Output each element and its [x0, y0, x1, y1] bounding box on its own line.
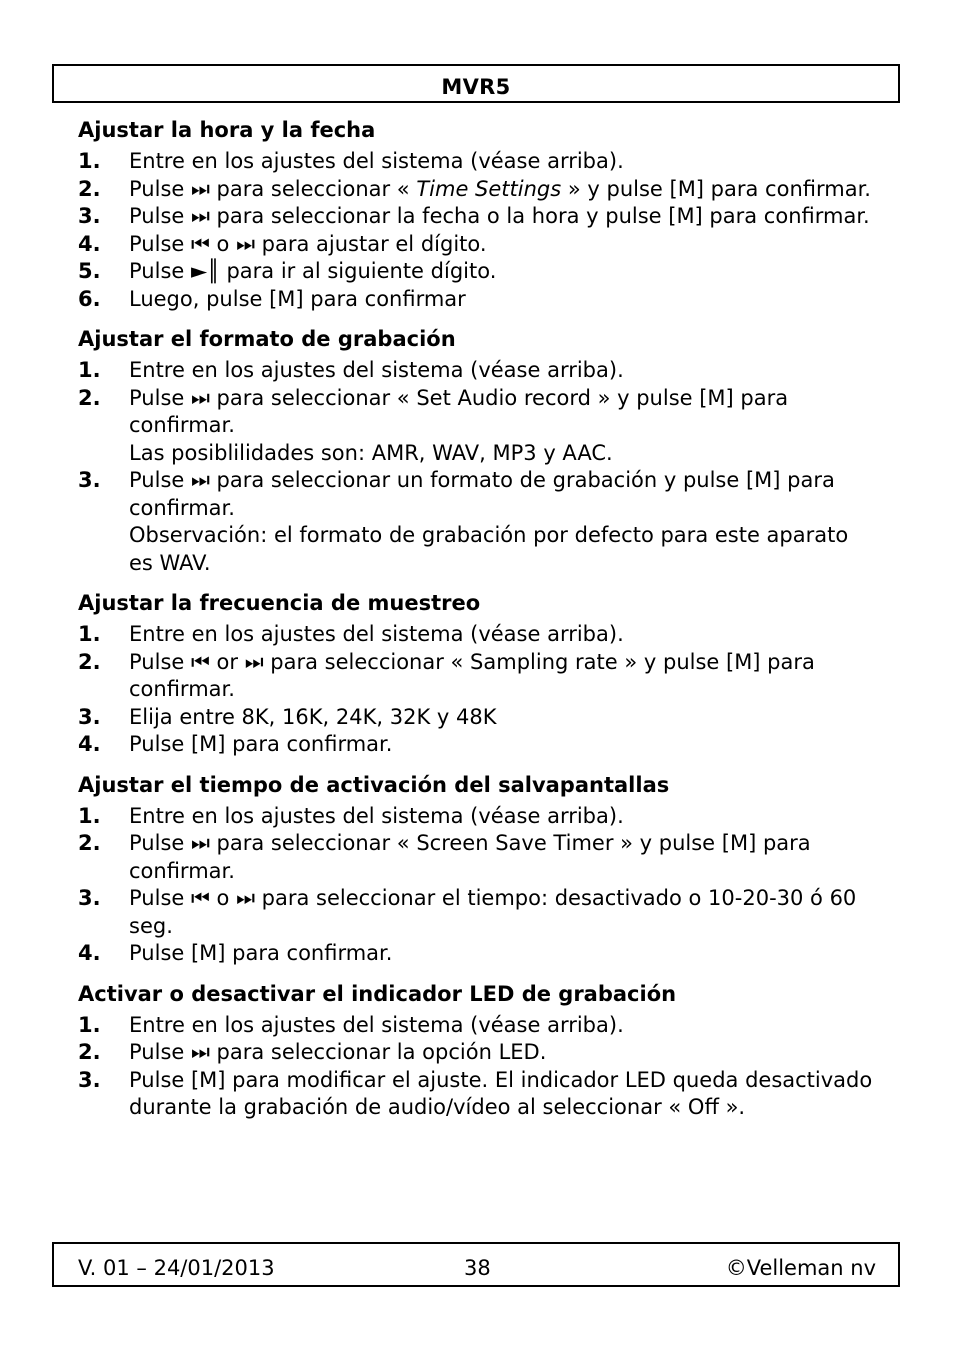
step-text: Pulse ⏭ para seleccionar « Set Audio record » y pulse [M] para confirmar. — [129, 385, 789, 437]
section-heading: Ajustar el tiempo de activación del salvapantallas — [78, 772, 670, 797]
list-item — [78, 885, 878, 940]
step-text: Luego, pulse [M] para confirmar — [129, 286, 466, 311]
steps-list — [78, 357, 878, 577]
step-text: Entre en los ajustes del sistema (véase arriba). — [129, 149, 624, 173]
step-number: 4. — [78, 732, 101, 756]
step-text: Pulse [M] para modificar el ajuste. El indicador LED queda desactivado durante la grabación de audio/vídeo al seleccionar « Off ». — [129, 1067, 873, 1119]
list-item — [78, 621, 878, 649]
steps-list — [78, 1012, 878, 1122]
step-number: 4. — [78, 941, 101, 965]
section-recording-format — [78, 326, 878, 577]
step-number: 4. — [78, 231, 101, 256]
section-heading: Ajustar la hora y la fecha — [78, 118, 376, 142]
step-number: 2. — [78, 649, 101, 674]
list-item — [78, 148, 878, 176]
step-text-part: Pulse ⏭ para seleccionar « — [129, 176, 417, 201]
step-text: Entre en los ajustes del sistema (véase arriba). — [129, 1012, 624, 1037]
step-text: Pulse ⏭ para seleccionar la fecha o la hora y pulse [M] para confirmar. — [129, 204, 870, 228]
list-item — [78, 385, 878, 468]
list-item — [78, 357, 878, 385]
step-number: 1. — [78, 803, 101, 828]
steps-list — [78, 148, 878, 313]
step-number: 1. — [78, 149, 101, 173]
list-item — [78, 176, 878, 204]
document-title: MVR5 — [441, 75, 511, 99]
step-text — [129, 177, 871, 201]
page-footer — [52, 1242, 900, 1287]
list-item — [78, 830, 878, 885]
step-text: Pulse ►║ para ir al siguiente dígito. — [129, 259, 497, 283]
step-text-emphasis: Time Settings — [416, 176, 562, 201]
list-item — [78, 467, 878, 577]
footer-copyright: ©Velleman nv — [725, 1256, 876, 1280]
step-text: Entre en los ajustes del sistema (véase arriba). — [129, 622, 624, 646]
step-text: Pulse [M] para confirmar. — [129, 941, 393, 965]
step-number: 3. — [78, 1067, 101, 1092]
list-item — [78, 203, 878, 231]
list-item — [78, 704, 878, 732]
step-number: 6. — [78, 286, 101, 311]
step-text: Pulse ⏭ para seleccionar « Screen Save Timer » y pulse [M] para confirmar. — [129, 831, 811, 883]
footer-version: V. 01 – 24/01/2013 — [78, 1256, 275, 1280]
list-item — [78, 649, 878, 704]
list-item — [78, 1039, 878, 1067]
list-item — [78, 231, 878, 259]
page-number: 38 — [464, 1256, 491, 1280]
step-text: Pulse ⏮ o ⏭ para ajustar el dígito. — [129, 231, 487, 256]
step-text: Elija entre 8K, 16K, 24K, 32K y 48K — [129, 704, 497, 729]
step-number: 2. — [78, 176, 101, 201]
step-number: 1. — [78, 622, 101, 646]
list-item — [78, 286, 878, 314]
step-text: Pulse ⏭ para seleccionar un formato de grabación y pulse [M] para confirmar. — [129, 468, 835, 520]
step-number: 5. — [78, 259, 101, 283]
step-number: 3. — [78, 704, 101, 729]
list-item — [78, 940, 878, 968]
section-sampling-rate — [78, 590, 878, 759]
list-item — [78, 258, 878, 286]
steps-list — [78, 803, 878, 968]
section-heading: Activar o desactivar el indicador LED de grabación — [78, 981, 677, 1006]
section-heading: Ajustar el formato de grabación — [78, 327, 456, 351]
step-text: Pulse [M] para confirmar. — [129, 732, 393, 756]
step-text: Pulse ⏭ para seleccionar la opción LED. — [129, 1040, 547, 1064]
step-note: Las posiblilidades son: AMR, WAV, MP3 y AAC. — [129, 440, 613, 465]
step-note: Observación: el formato de grabación por defecto para este aparato es WAV. — [129, 523, 849, 575]
manual-content — [78, 117, 878, 1135]
section-time-date — [78, 117, 878, 313]
list-item — [78, 1012, 878, 1040]
step-number: 3. — [78, 204, 101, 228]
list-item — [78, 803, 878, 831]
step-number: 3. — [78, 468, 101, 492]
step-text: Pulse ⏮ or ⏭ para seleccionar « Sampling rate » y pulse [M] para confirmar. — [129, 649, 815, 701]
step-number: 2. — [78, 385, 101, 410]
step-text: Entre en los ajustes del sistema (véase arriba). — [129, 803, 624, 828]
step-number: 3. — [78, 886, 101, 910]
list-item — [78, 1067, 878, 1122]
step-number: 2. — [78, 1040, 101, 1064]
step-text-part: » y pulse [M] para confirmar. — [561, 176, 871, 201]
step-number: 2. — [78, 831, 101, 855]
step-number: 1. — [78, 358, 101, 382]
page-header — [52, 64, 900, 103]
section-screensaver — [78, 772, 878, 968]
steps-list — [78, 621, 878, 759]
section-heading: Ajustar la frecuencia de muestreo — [78, 591, 481, 615]
step-text: Pulse ⏮ o ⏭ para seleccionar el tiempo: desactivado o 10-20-30 ó 60 seg. — [129, 886, 857, 938]
step-number: 1. — [78, 1012, 101, 1037]
section-led-indicator — [78, 981, 878, 1122]
step-text: Entre en los ajustes del sistema (véase arriba). — [129, 358, 624, 382]
list-item — [78, 731, 878, 759]
